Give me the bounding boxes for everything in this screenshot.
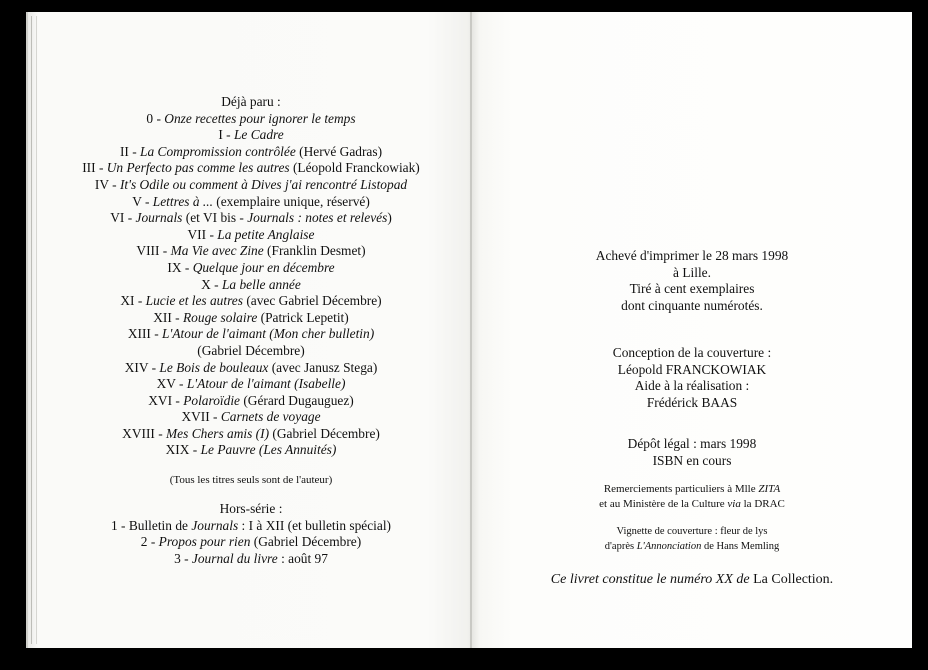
title-entry — [28, 160, 474, 177]
item-text: (Gérard Dugauguez) — [239, 392, 354, 408]
item-title: Quelque jour en décembre — [192, 259, 335, 275]
vignette-line: Vignette de couverture : fleur de lys — [616, 526, 768, 537]
title-entry — [28, 409, 474, 426]
item-title: L'Atour de l'aimant (Isabelle) — [186, 376, 346, 392]
title-entry — [28, 426, 474, 443]
item-number: III - — [82, 160, 107, 176]
publications-list — [28, 94, 474, 567]
item-text: (Gabriel Décembre) — [269, 425, 380, 441]
item-title: Lucie et les autres — [145, 293, 243, 309]
item-text: (Hervé Gadras) — [295, 143, 383, 159]
title-entry — [28, 393, 474, 410]
hors-serie-list — [28, 518, 474, 568]
item-title: Rouge solaire — [183, 309, 258, 325]
title-entry — [28, 177, 474, 194]
item-number: 2 - — [140, 534, 159, 550]
thanks-line: et au Ministère de la Culture via la DRAC — [599, 498, 785, 510]
vignette-line: d'après L'Annonciation de Hans Memling — [604, 541, 780, 552]
item-number: VI - — [110, 210, 136, 226]
author-note: (Tous les titres seuls sont de l'auteur) — [169, 474, 333, 487]
thanks — [472, 482, 912, 512]
item-title: Lettres à ... — [152, 193, 213, 209]
printing-line: Achevé d'imprimer le 28 mars 1998 — [595, 248, 789, 263]
right-page — [472, 12, 912, 648]
hors-serie-heading: Hors-série : — [219, 501, 283, 517]
assistance-label: Aide à la réalisation : — [634, 378, 750, 394]
hors-serie-entry — [28, 551, 474, 568]
title-entry — [28, 144, 474, 161]
item-title: Un Perfecto pas comme les autres — [106, 160, 290, 176]
title-entry — [28, 243, 474, 260]
item-text: (Léopold Franckowiak) — [289, 160, 420, 176]
left-page — [26, 12, 474, 648]
item-number: I - — [218, 127, 234, 143]
title-entry — [28, 326, 474, 343]
item-title: Mes Chers amis (I) — [166, 425, 270, 441]
depot-legal: Dépôt légal : mars 1998 — [627, 436, 757, 451]
item-text: (Gabriel Décembre) — [250, 534, 362, 550]
item-number: XIX - — [165, 442, 201, 458]
item-text: (avec Janusz Stega) — [268, 359, 378, 375]
item-title: Ma Vie avec Zine — [170, 243, 264, 259]
item-text: Bulletin de — [128, 517, 192, 533]
item-number: XIV - — [124, 359, 160, 375]
item-number: V - — [132, 193, 153, 209]
item-title: Carnets de voyage — [220, 409, 321, 425]
item-title: Propos pour rien — [158, 534, 251, 550]
item-number: 1 - — [110, 517, 129, 533]
item-title: L'Atour de l'aimant (Mon cher bulletin) — [162, 326, 375, 342]
item-title: Le Cadre — [233, 127, 284, 143]
item-number: XI - — [120, 293, 146, 309]
printing-line: à Lille. — [673, 264, 711, 280]
item-title: Le Pauvre (Les Annuités) — [200, 442, 337, 458]
legal-info — [472, 436, 912, 469]
item-number: VII - — [187, 226, 218, 242]
title-entry — [28, 127, 474, 144]
hors-serie-entry — [28, 534, 474, 551]
item-title: Polaroïdie — [183, 392, 240, 408]
title-entry — [28, 310, 474, 327]
hors-serie-entry — [28, 518, 474, 535]
book-spread — [26, 12, 912, 648]
item-text: (Patrick Lepetit) — [257, 309, 349, 325]
title-entry — [28, 227, 474, 244]
title-entry — [28, 442, 474, 459]
item-text: ) — [387, 210, 392, 226]
item-title: Onze recettes pour ignorer le temps — [164, 110, 356, 126]
title-entry — [28, 360, 474, 377]
collection-note: Ce livret constitue le numéro XX de La Collection. — [550, 572, 834, 587]
item-number: XVII - — [181, 409, 221, 425]
item-number: XIII - — [127, 326, 163, 342]
item-text: : I à XII (et bulletin spécial) — [238, 517, 392, 533]
title-entry — [28, 376, 474, 393]
title-entry — [28, 194, 474, 211]
title-entry — [28, 277, 474, 294]
item-number: IV - — [94, 176, 120, 192]
vignette-credit — [472, 524, 912, 554]
item-number: XVI - — [148, 392, 184, 408]
title-entry — [28, 293, 474, 310]
item-text: (avec Gabriel Décembre) — [242, 293, 382, 309]
printing-info — [472, 248, 912, 314]
assistant: Frédérick BAAS — [646, 394, 738, 410]
title-entry — [28, 343, 474, 360]
titles-list — [28, 111, 474, 459]
cover-designer: Léopold FRANCKOWIAK — [617, 361, 767, 377]
item-number: X - — [201, 276, 222, 292]
item-title: Journal du livre — [191, 550, 278, 566]
item-number: XII - — [153, 309, 183, 325]
item-title: La petite Anglaise — [217, 226, 315, 242]
item-number: XVIII - — [122, 425, 167, 441]
item-title: La belle année — [221, 276, 301, 292]
item-title: Journals : notes et relevés — [247, 210, 388, 226]
printing-line: Tiré à cent exemplaires — [629, 281, 755, 297]
item-text: (Franklin Desmet) — [263, 243, 366, 259]
item-title: Le Bois de bouleaux — [159, 359, 269, 375]
item-title: La Compromission contrôlée — [140, 143, 296, 159]
title-entry — [28, 111, 474, 128]
thanks-line: Remerciements particuliers à Mlle ZITA — [603, 483, 781, 495]
item-text: : août 97 — [277, 550, 328, 566]
isbn: ISBN en cours — [652, 452, 732, 468]
item-text: (Gabriel Décembre) — [197, 342, 305, 358]
item-number: VIII - — [136, 243, 171, 259]
title-entry — [28, 210, 474, 227]
item-number: 3 - — [174, 550, 192, 566]
item-title: Journals — [191, 517, 239, 533]
item-number: II - — [119, 143, 141, 159]
item-text: (et VI bis - — [182, 210, 248, 226]
item-title: Journals — [135, 210, 183, 226]
item-number: 0 - — [146, 110, 165, 126]
item-number: XV - — [156, 376, 187, 392]
title-entry — [28, 260, 474, 277]
printing-line: dont cinquante numérotés. — [621, 297, 763, 313]
item-text: (exemplaire unique, réservé) — [212, 193, 370, 209]
item-title: It's Odile ou comment à Dives j'ai rencontré Listopad — [119, 176, 408, 192]
item-number: IX - — [167, 259, 193, 275]
list-heading: Déjà paru : — [221, 94, 281, 109]
credits — [472, 345, 912, 411]
cover-design-label: Conception de la couverture : — [612, 345, 772, 360]
